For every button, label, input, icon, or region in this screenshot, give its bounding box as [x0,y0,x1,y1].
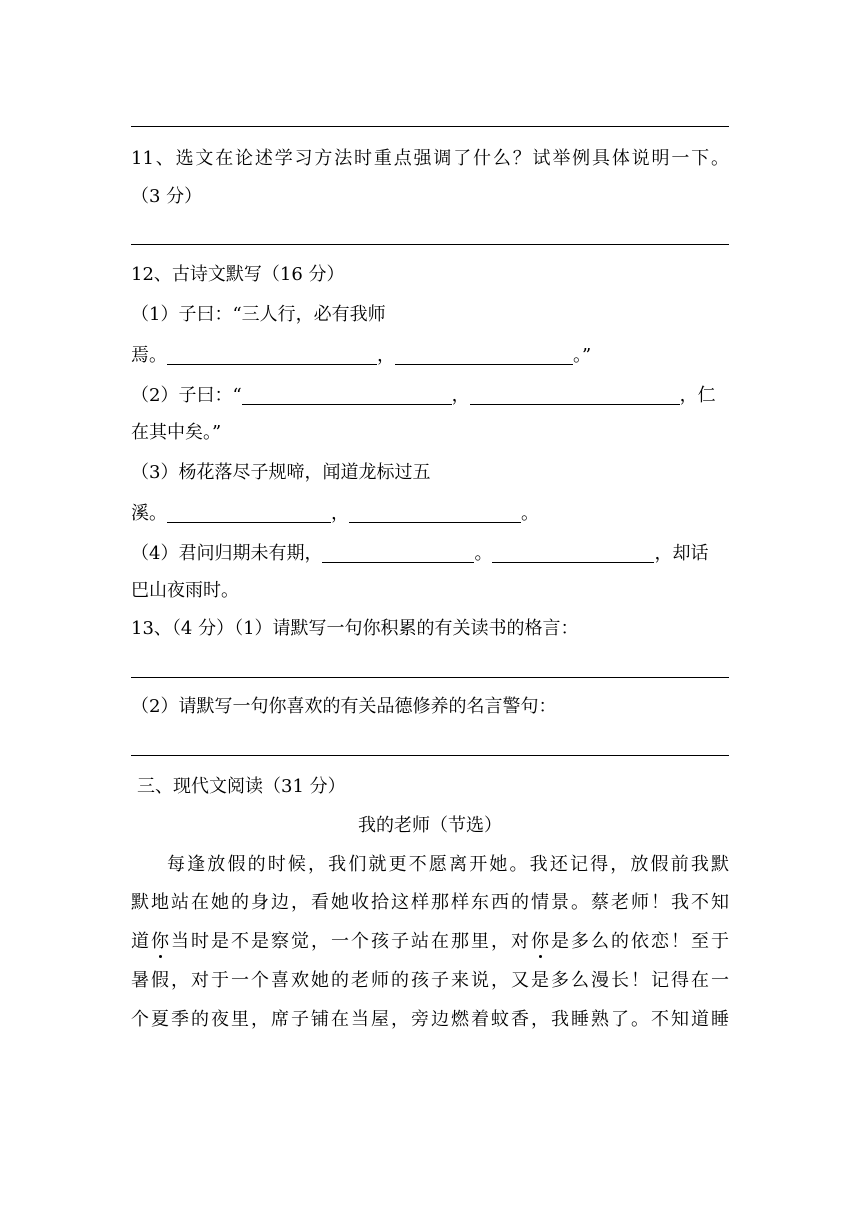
answer-line [131,244,729,245]
section3-heading: 三、现代文阅读（31 分） [137,776,346,797]
answer-line [131,755,729,756]
passage-line: 个夏季的夜里，席子铺在当屋，旁边燃着蚊香，我睡熟了。不知道睡 [131,1009,729,1030]
q12-p2-start: （2）子曰：“ [131,385,242,406]
q12-p4-line1 [131,544,708,563]
q12-p1-start: 焉。 [131,345,167,366]
q12-p4-sep: 。 [474,543,493,564]
emphasis-char: 你 [531,931,549,952]
q12-p1-sep: ， [377,345,395,366]
q11-text: 11、选文在论述学习方法时重点强调了什么？试举例具体说明一下。 [131,148,729,169]
q12-p3-line1: （3）杨花落尽子规啼，闻道龙标过五 [131,462,431,483]
passage-text: 是多么的依恋！至于 [549,931,729,952]
q11-points: （3 分） [131,186,203,207]
fill-blank[interactable] [242,386,452,405]
fill-blank[interactable] [492,544,654,563]
q12-p2-end: ，仁 [679,385,716,406]
fill-blank[interactable] [167,346,377,365]
q12-p2-sep: ， [451,385,470,406]
passage-text: 当时是不是察觉，一个孩子站在那里，对 [169,931,531,952]
q12-p3-end: 。 [521,503,539,524]
q12-p2-line1 [131,386,716,405]
q12-p3-line2 [131,504,539,523]
q12-p3-sep: ， [331,503,349,524]
passage-line [131,933,729,951]
q12-p2-line2: 在其中矣。” [131,422,222,443]
answer-line [131,677,729,678]
fill-blank[interactable] [395,346,573,365]
passage-line: 每逢放假的时候，我们就更不愿离开她。我还记得，放假前我默 [167,854,729,875]
passage-line: 暑假，对于一个喜欢她的老师的孩子来说，又是多么漫长！记得在一 [131,970,729,991]
passage-line: 默地站在她的身边，看她收拾这样那样东西的情景。蔡老师！我不知 [131,892,729,913]
fill-blank[interactable] [349,504,521,523]
q12-p1-line2 [131,346,591,365]
q12-p4-end: ，却话 [654,543,709,564]
fill-blank[interactable] [167,504,331,523]
passage-text: 道 [131,931,151,952]
q13-item2: （2）请默写一句你喜欢的有关品德修养的名言警句： [131,696,557,717]
fill-blank[interactable] [470,386,680,405]
q12-p1-line1: （1）子曰：“三人行，必有我师 [131,304,386,325]
fill-blank[interactable] [322,544,474,563]
q12-p1-end: 。” [573,345,592,366]
q13-item1: 13、（4 分）（1）请默写一句你积累的有关读书的格言： [131,618,579,639]
emphasis-char: 你 [151,931,169,952]
q12-p3-start: 溪。 [131,503,167,524]
passage-title: 我的老师（节选） [358,815,502,836]
q12-p4-start: （4）君问归期未有期， [131,543,323,564]
q12-p4-line2: 巴山夜雨时。 [131,580,239,601]
q12-title: 12、古诗文默写（16 分） [131,264,345,285]
answer-line [131,126,729,127]
